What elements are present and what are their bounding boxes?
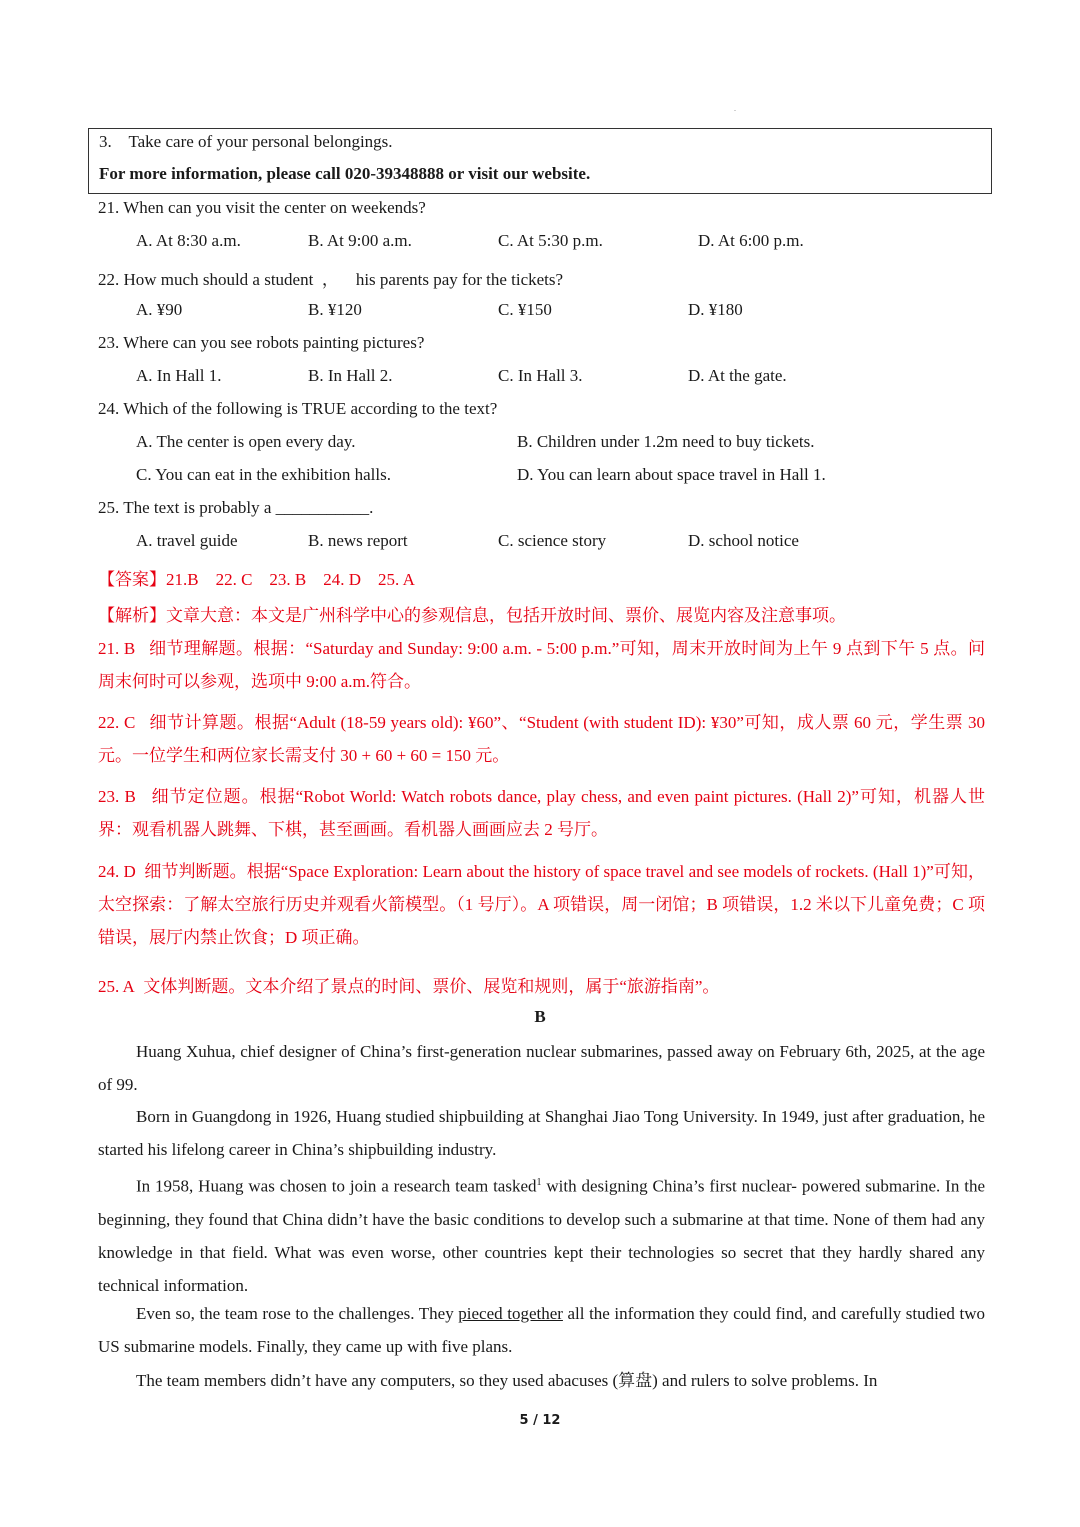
paragraph-4-rest: all the information they could find, and carefully studied two US submarine models. Finally, they came up with five plans. xyxy=(98,1304,985,1356)
question-25: 25. The text is probably a ___________. xyxy=(98,498,374,517)
option-24c: C. You can eat in the exhibition halls. xyxy=(136,465,391,484)
footnote-marker: 1 xyxy=(536,1177,542,1188)
option-24b: B. Children under 1.2m need to buy tickets. xyxy=(517,432,815,451)
option-22d: D. ¥180 xyxy=(688,300,743,319)
passage-b-paragraph-2: Born in Guangdong in 1926, Huang studied shipbuilding at Shanghai Jiao Tong University. In 1949, just after graduation, he started his lifelong career in China’s shipbuilding industry. xyxy=(98,1107,985,1159)
underlined-phrase: pieced together xyxy=(458,1304,563,1323)
option-22a: A. ¥90 xyxy=(136,300,183,319)
passage-b-paragraph-4 xyxy=(98,1297,985,1363)
section-b-heading: B xyxy=(534,1007,546,1026)
paragraph-4-start: Even so, the team rose to the challenges. They xyxy=(136,1304,459,1323)
option-23a: A. In Hall 1. xyxy=(136,366,222,385)
option-21d: D. At 6:00 p.m. xyxy=(698,231,804,250)
answer-key: 【答案】21.B 22. C 23. B 24. D 25. A xyxy=(98,570,415,589)
option-25d: D. school notice xyxy=(688,531,799,550)
paragraph-3-rest: with designing China’s first nuclear- powered submarine. In the beginning, they found that China didn’t have the basic conditions to develop such a submarine at that time. None of them had any knowledge in that field. What was even worse, other countries kept their technologies so secret that they hardly shared any technical information. xyxy=(98,1176,985,1295)
notice-rule-3: 3. Take care of your personal belongings. xyxy=(99,132,393,151)
passage-b-paragraph-5: The team members didn’t have any computers, so they used abacuses (算盘) and rulers to solve problems. In xyxy=(136,1371,878,1390)
analysis-intro: 【解析】文章大意：本文是广州科学中心的参观信息，包括开放时间、票价、展览内容及注意事项。 xyxy=(98,606,846,625)
option-25a: A. travel guide xyxy=(136,531,238,550)
analysis-25: 25. A 文体判断题。文本介绍了景点的时间、票价、展览和规则，属于“旅游指南”。 xyxy=(98,977,720,996)
analysis-21: 21. B 细节理解题。根据：“Saturday and Sunday: 9:00 a.m. - 5:00 p.m.”可知，周末开放时间为上午 9 点到下午 5 点。问周末何时可以参观，选项中 9:00 a.m.符合。 xyxy=(98,639,985,691)
analysis-22: 22. C 细节计算题。根据“Adult (18-59 years old): ¥60”、“Student (with student ID): ¥30”可知，成人票 60 元，学生票 30 元。一位学生和两位家长需支付 30 + 60 + 60 = 150 元。 xyxy=(98,713,985,765)
scan-dot: . xyxy=(734,104,736,113)
question-24: 24. Which of the following is TRUE according to the text? xyxy=(98,399,498,418)
question-21: 21. When can you visit the center on weekends? xyxy=(98,198,426,217)
notice-box xyxy=(88,128,992,194)
analysis-24: 24. D 细节判断题。根据“Space Exploration: Learn about the history of space travel and see models of rockets. (Hall 1)”可知，太空探索：了解太空旅行历史并观看火箭模型。（1 号厅）。A 项错误，周一闭馆；B 项错误，1.2 米以下儿童免费；C 项错误，展厅内禁止饮食；D 项正确。 xyxy=(98,862,985,947)
paragraph-3-start: In 1958, Huang was chosen to join a research team tasked xyxy=(136,1176,537,1196)
option-21a: A. At 8:30 a.m. xyxy=(136,231,241,250)
page-number: 5 / 12 xyxy=(519,1413,561,1428)
option-21b: B. At 9:00 a.m. xyxy=(308,231,412,250)
option-25c: C. science story xyxy=(498,531,607,550)
option-21c: C. At 5:30 p.m. xyxy=(498,231,603,250)
notice-contact: For more information, please call 020-39348888 or visit our website. xyxy=(99,164,591,183)
passage-b-paragraph-1: Huang Xuhua, chief designer of China’s first-generation nuclear submarines, passed away on February 6th, 2025, at the age of 99. xyxy=(98,1042,985,1094)
option-23b: B. In Hall 2. xyxy=(308,366,393,385)
option-22c: C. ¥150 xyxy=(498,300,552,319)
option-25b: B. news report xyxy=(308,531,408,550)
option-23d: D. At the gate. xyxy=(688,366,787,385)
question-23: 23. Where can you see robots painting pictures? xyxy=(98,333,425,352)
question-22: 22. How much should a student ， his parents pay for the tickets? xyxy=(98,270,564,289)
option-23c: C. In Hall 3. xyxy=(498,366,583,385)
option-22b: B. ¥120 xyxy=(308,300,362,319)
option-24d: D. You can learn about space travel in Hall 1. xyxy=(517,465,826,484)
passage-b-paragraph-3 xyxy=(98,1166,985,1302)
option-24a: A. The center is open every day. xyxy=(136,432,356,451)
analysis-23: 23. B 细节定位题。根据“Robot World: Watch robots dance, play chess, and even paint pictures. (Hall 2)”可知，机器人世界：观看机器人跳舞、下棋，甚至画画。看机器人画画应去 2 号厅。 xyxy=(98,787,985,839)
